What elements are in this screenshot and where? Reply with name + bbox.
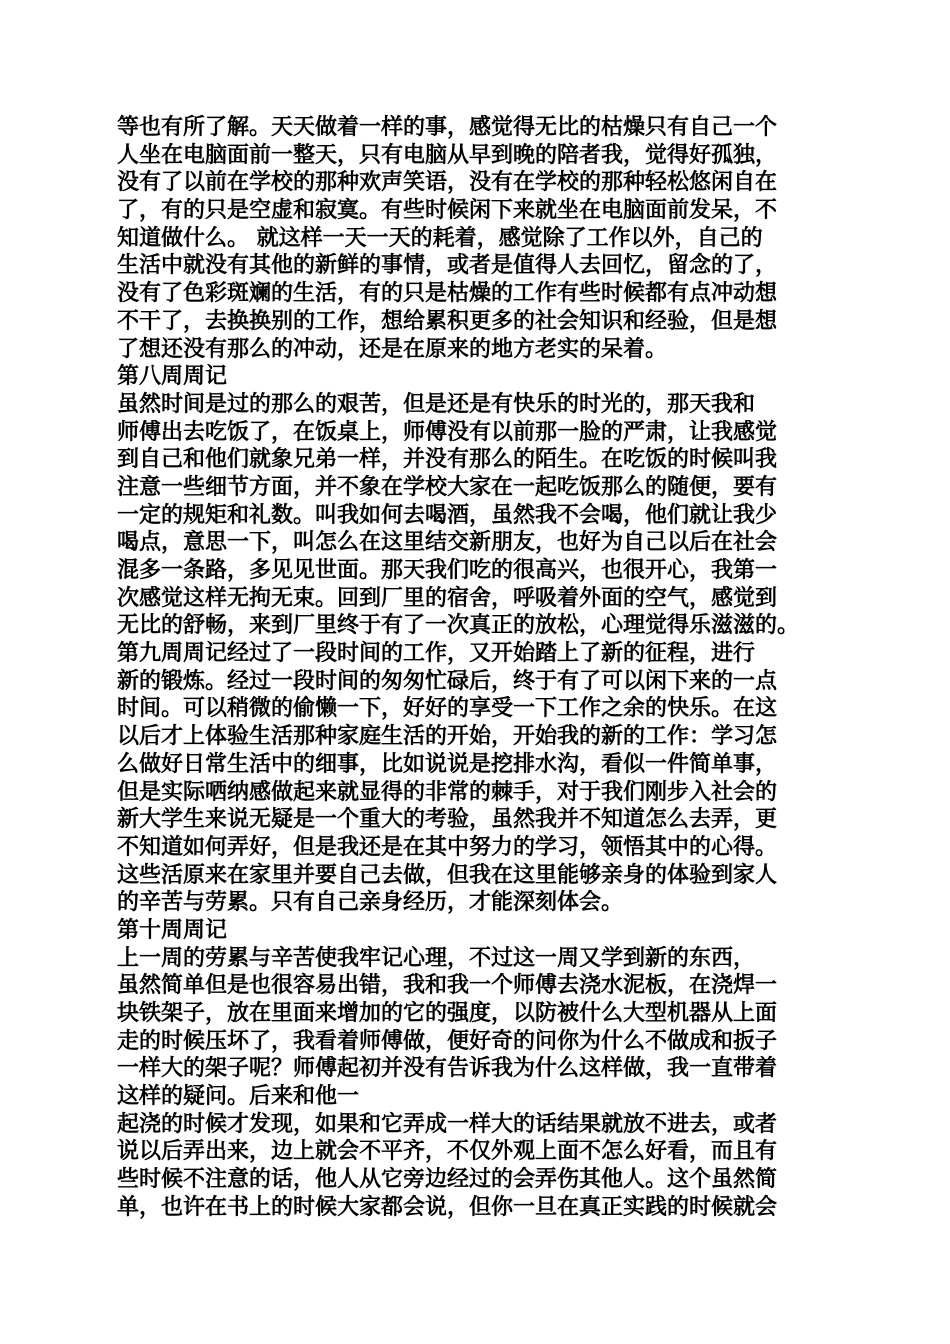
text-line: 这些活原来在家里并要自己去做，但我在这里能够亲身的体验到家人 <box>117 862 778 888</box>
text-line: 但是实际哂纳感做起来就显得的非常的棘手，对于我们刚步入社会的 <box>117 779 778 805</box>
text-line: 块铁架子，放在里面来增加的它的强度，以防被什么大型机器从上面 <box>117 1001 778 1026</box>
text-line: 虽然时间是过的那么的艰苦，但是还是有快乐的时光的，那天我和 <box>117 391 756 417</box>
text-line: 单，也许在书上的时候大家都会说，但你一旦在真正实践的时候就会 <box>117 1194 778 1220</box>
text-line: 生活中就没有其他的新鲜的事情，或者是值得人去回忆，留念的了， <box>117 253 778 279</box>
text-line: 了，有的只是空虚和寂寞。有些时候闲下来就坐在电脑面前发呆，不 <box>117 198 778 224</box>
section-heading: 第八周周记 <box>117 364 228 390</box>
text-line: 以后才上体验生活那种家庭生活的开始，开始我的新的工作：学习怎 <box>117 724 778 750</box>
text-line: 的辛苦与劳累。只有自己亲身经历，才能深刻体会。 <box>117 890 624 916</box>
section-heading: 第十周周记 <box>117 917 228 943</box>
text-line: 走的时候压坏了，我看着师傅做，便好奇的问你为什么不做成和扳子 <box>117 1028 778 1054</box>
text-line: 师傅出去吃饭了，在饭桌上，师傅没有以前那一脸的严肃，让我感觉 <box>117 419 778 445</box>
text-line: 么做好日常生活中的细事，比如说说是挖排水沟，看似一件简单事， <box>117 751 778 777</box>
text-line: 一定的规矩和礼数。叫我如何去喝酒，虽然我不会喝，他们就让我少 <box>117 502 778 528</box>
text-line: 第九周周记经过了一段时间的工作，又开始踏上了新的征程，进行 <box>117 641 756 667</box>
text-line: 了想还没有那么的冲动，还是在原来的地方老实的呆着。 <box>117 336 668 362</box>
text-line: 混多一条路，多见见世面。那天我们吃的很高兴，也很开心，我第一 <box>117 558 778 583</box>
text-line: 没有了以前在学校的那种欢声笑语，没有在学校的那种轻松悠闲自在 <box>117 170 778 196</box>
text-line: 时间。可以稍微的偷懒一下，好好的享受一下工作之余的快乐。在这 <box>117 696 778 722</box>
text-line: 注意一些细节方面，并不象在学校大家在一起吃饭那么的随便，要有 <box>117 474 778 500</box>
text-line: 新的锻炼。经过一段时间的匆匆忙碌后，终于有了可以闲下来的一点 <box>117 668 778 694</box>
text-line: 新大学生来说无疑是一个重大的考验，虽然我并不知道怎么去弄，更 <box>117 807 778 833</box>
text-line: 无比的舒畅，来到厂里终于有了一次真正的放松，心理觉得乐滋滋的。 <box>117 613 800 639</box>
text-line: 人坐在电脑面前一整天，只有电脑从早到晚的陪者我，觉得好孤独， <box>117 142 778 168</box>
text-line: 说以后弄出来，边上就会不平齐，不仅外观上面不怎么好看，而且有 <box>117 1139 778 1165</box>
text-line: 些时候不注意的话，他人从它旁边经过的会弄伤其他人。这个虽然简 <box>117 1167 778 1193</box>
text-line: 虽然简单但是也很容易出错，我和我一个师傅去浇水泥板，在浇焊一 <box>117 973 778 999</box>
text-line: 次感觉这样无拘无束。回到厂里的宿舍，呼吸着外面的空气，感觉到 <box>117 585 778 611</box>
text-line: 不干了，去换换别的工作，想给累积更多的社会知识和经验，但是想 <box>117 308 778 334</box>
text-line: 一样大的架子呢？师傅起初并没有告诉我为什么这样做，我一直带着 <box>117 1056 778 1082</box>
text-line: 知道做什么。 就这样一天一天的耗着，感觉除了工作以外，自己的 <box>117 225 763 251</box>
text-line: 等也有所了解。天天做着一样的事，感觉得无比的枯燥只有自己一个 <box>117 115 778 140</box>
text-line: 喝点，意思一下，叫怎么在这里结交新朋友，也好为自己以后在社会 <box>117 530 778 556</box>
text-line: 起浇的时候才发现，如果和它弄成一样大的话结果就放不进去，或者 <box>117 1111 778 1137</box>
text-line: 这样的疑问。后来和他一 <box>117 1084 360 1110</box>
text-line: 到自己和他们就象兄弟一样，并没有那么的陌生。在吃饭的时候叫我 <box>117 447 778 473</box>
body-text <box>117 114 841 1222</box>
text-line: 不知道如何弄好，但是我还是在其中努力的学习，领悟其中的心得。 <box>117 834 778 860</box>
text-line: 上一周的劳累与辛苦使我牢记心理，不过这一周又学到新的东西， <box>117 945 756 971</box>
text-line: 没有了色彩斑斓的生活，有的只是枯燥的工作有些时候都有点冲动想 <box>117 281 778 307</box>
